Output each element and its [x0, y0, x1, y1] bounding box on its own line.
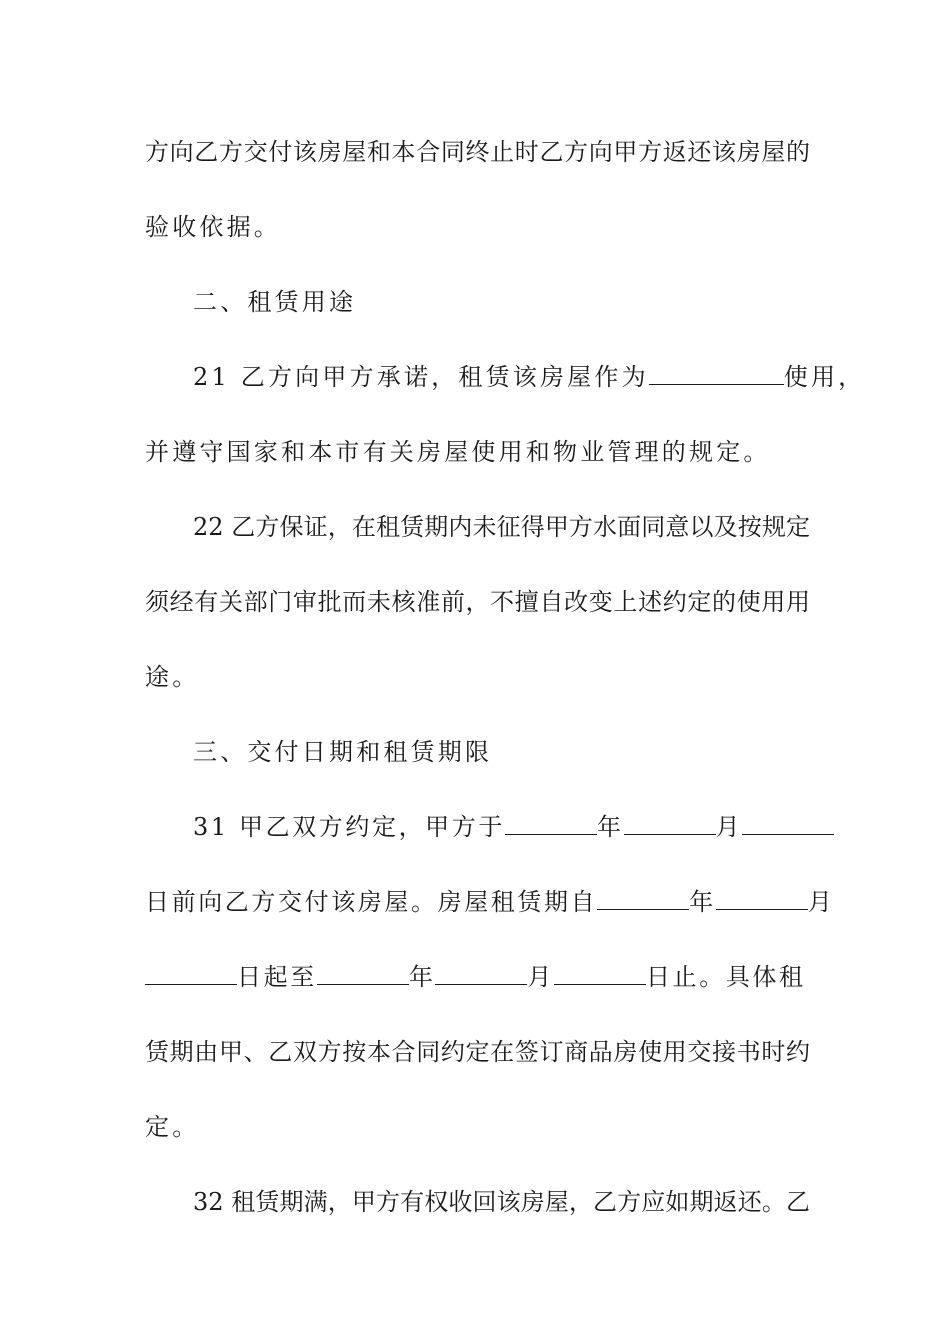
- clause-text: 21 乙方向甲方承诺，租赁该房屋作为: [193, 363, 649, 391]
- paragraph-line: [145, 962, 810, 992]
- fill-blank: [554, 962, 646, 985]
- fill-blank: [649, 362, 784, 385]
- paragraph-line: 并遵守国家和本市有关房屋使用和物业管理的规定。: [145, 438, 771, 466]
- section-heading: 二、租赁用途: [193, 288, 357, 316]
- paragraph-line: 定。: [145, 1113, 200, 1141]
- paragraph-line: 须经有关部门审批而未核准前，不擅自改变上述约定的使用用: [145, 588, 810, 616]
- clause-line: 32 租赁期满，甲方有权收回该房屋，乙方应如期返还。乙: [193, 1188, 810, 1216]
- clause-text: 31 甲乙双方约定，甲方于: [193, 813, 505, 841]
- clause-text: 使用，: [783, 363, 866, 391]
- fill-blank: [317, 962, 409, 985]
- clause-text: 月: [527, 963, 555, 991]
- clause-text: 年: [689, 888, 716, 916]
- clause-line: 22 乙方保证，在租赁期内未征得甲方水面同意以及按规定: [193, 513, 810, 541]
- clause-text: 日前向乙方交付该房屋。房屋租赁期自: [145, 888, 598, 916]
- clause-text: 月: [715, 813, 743, 841]
- clause-text: 日起至: [237, 963, 317, 991]
- fill-blank: [624, 812, 716, 835]
- fill-blank: [597, 887, 689, 910]
- fill-blank: [145, 962, 237, 985]
- clause-text: 月: [807, 888, 835, 916]
- fill-blank: [505, 812, 597, 835]
- fill-blank: [742, 812, 834, 835]
- clause-text: 年: [596, 813, 624, 841]
- clause-text: 日止。具体租: [646, 963, 806, 991]
- paragraph-line: [145, 887, 835, 917]
- paragraph-line: 验收依据。: [145, 213, 281, 241]
- section-heading: 三、交付日期和租赁期限: [193, 738, 493, 766]
- clause-text: 年: [408, 963, 436, 991]
- clause-line: [193, 362, 866, 392]
- paragraph-line: 赁期由甲、乙双方按本合同约定在签订商品房使用交接书时约: [145, 1038, 810, 1066]
- paragraph-line: 途。: [145, 663, 200, 691]
- clause-line: [193, 812, 810, 842]
- paragraph-line: 方向乙方交付该房屋和本合同终止时乙方向甲方返还该房屋的: [145, 138, 810, 166]
- fill-blank: [435, 962, 527, 985]
- fill-blank: [716, 887, 808, 910]
